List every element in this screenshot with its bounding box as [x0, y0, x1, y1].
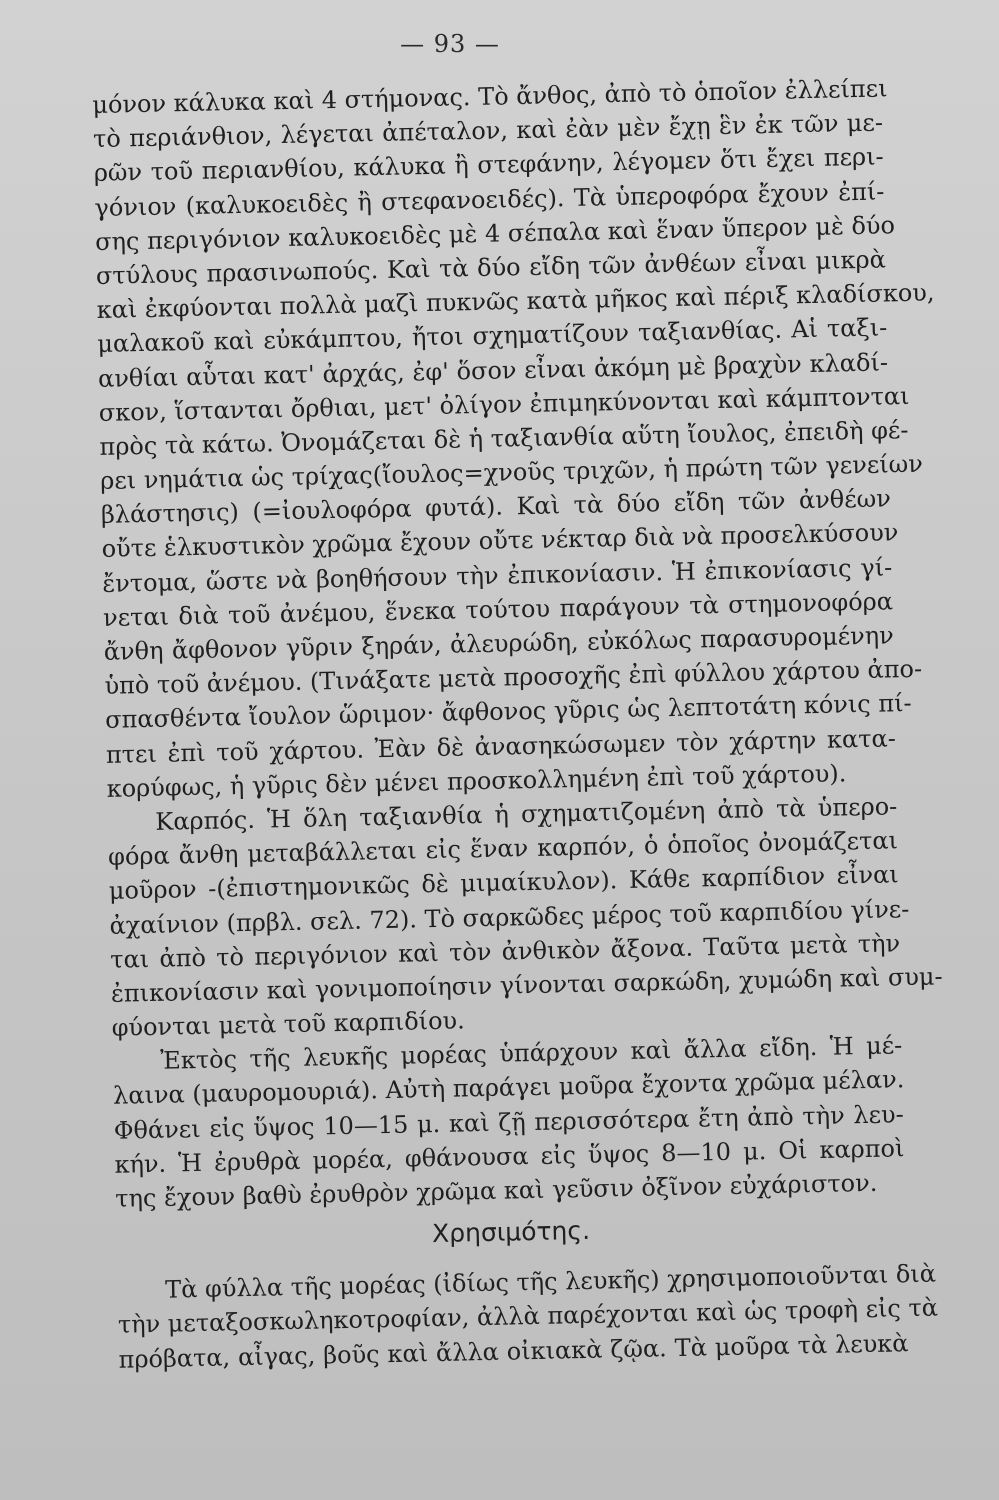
- text-line: ἄνθη ἄφθονον γῦριν ξηράν, ἀλευρώδη, εὐκόλως παρασυρομένην: [103, 621, 894, 666]
- paragraph-4: [117, 1257, 939, 1376]
- text-line: ἐπικονίασιν καὶ γονιμοποίησιν γίνονται σαρκώδη, χυμώδη καὶ συμ-: [110, 962, 943, 1008]
- text-line: τὴν μεταξοσκωληκοτροφίαν, ἀλλὰ παρέχονται καὶ ὡς τροφὴ εἰς τὰ: [117, 1293, 939, 1340]
- text-line: σης περιγόνιον καλυκοειδὲς μὲ 4 σέπαλα καὶ ἕναν ὕπερον μὲ δύο: [94, 210, 896, 256]
- text-line: ανθίαι αὗται κατ' ἀρχάς, ἐφ' ὅσον εἶναι ἀκόμη μὲ βραχὺν κλαδί-: [97, 347, 889, 393]
- section-heading: Χρησιμότης.: [431, 1216, 591, 1249]
- text-line: Ἐκτὸς τῆς λευκῆς μορέας ὑπάρχουν καὶ ἄλλα εἴδη. Ἡ μέ-: [160, 1031, 903, 1076]
- text-body: [92, 71, 943, 1376]
- text-line: σκον, ἵστανται ὄρθιαι, μετ' ὀλίγον ἐπιμηκύνονται καὶ κάμπτονται: [98, 381, 910, 427]
- page-number: — 93 —: [400, 30, 500, 58]
- text-line: φύονται μετὰ τοῦ καρπιδίου.: [111, 1006, 465, 1042]
- text-line: μαλακοῦ καὶ εὐκάμπτου, ἤτοι σχηματίζουν ταξιανθίας. Αἱ ταξι-: [97, 313, 888, 359]
- text-line: πτει ἐπὶ τοῦ χάρτου. Ἐὰν δὲ ἀνασηκώσωμεν τὸν χάρτην κατα-: [105, 723, 897, 769]
- text-line: βλάστησις) (=ἰουλοφόρα φυτά). Καὶ τὰ δύο εἴδη τῶν ἀνθέων: [100, 484, 892, 530]
- text-line: Καρπός. Ἡ ὅλη ταξιανθία ἡ σχηματιζομένη ἀπὸ τὰ ὑπερο-: [155, 792, 898, 836]
- text-line: Τὰ φύλλα τῆς μορέας (ἰδίως τῆς λευκῆς) χρησιμοποιοῦνται διὰ: [164, 1259, 937, 1304]
- text-line: σπασθέντα ἴουλον ὥριμον· ἄφθονος γῦρις ὡς λεπτοτάτη κόνις πί-: [104, 689, 912, 735]
- text-line: ρει νημάτια ὡς τρίχας(ἴουλος=χνοῦς τριχῶν, ἡ πρώτη τῶν γενείων: [99, 449, 924, 495]
- text-line: μοῦρον -(ἐπιστημονικῶς δὲ μιμαίκυλον). Κάθε καρπίδιον εἶναι: [108, 860, 899, 906]
- text-line: της ἔχουν βαθὺ ἐρυθρὸν χρῶμα καὶ γεῦσιν ὀξῖνον εὐχάριστον.: [114, 1168, 878, 1213]
- text-line: ρῶν τοῦ περιανθίου, κάλυκα ἢ στεφάνην, λέγομεν ὅτι ἔχει περι-: [93, 142, 884, 188]
- text-line: ἔντομα, ὥστε νὰ βοηθήσουν τὴν ἐπικονίασιν. Ἡ ἐπικονίασις γί-: [102, 552, 893, 598]
- text-line: γόνιον (καλυκοειδὲς ἢ στεφανοειδές). Τὰ ὑπεροφόρα ἔχουν ἐπί-: [94, 176, 885, 222]
- text-line: οὔτε ἑλκυστικὸν χρῶμα ἔχουν οὔτε νέκταρ διὰ νὰ προσελκύσουν: [101, 518, 899, 564]
- text-line: στύλους πρασινωπούς. Καὶ τὰ δύο εἴδη τῶν ἀνθέων εἶναι μικρὰ: [95, 245, 887, 290]
- paragraph-1: [92, 71, 935, 805]
- text-line: Φθάνει εἰς ὕψος 10—15 μ. καὶ ζῇ περισσότερα ἔτη ἀπὸ τὴν λευ-: [113, 1099, 904, 1145]
- text-line: πρὸς τὰ κάτω. Ὀνομάζεται δὲ ἡ ταξιανθία αὕτη ἴουλος, ἐπειδὴ φέ-: [99, 415, 909, 461]
- text-line: ὑπὸ τοῦ ἀνέμου. (Τινάξατε μετὰ προσοχῆς ἐπὶ φύλλου χάρτου ἀπο-: [104, 654, 923, 701]
- paragraph-2: [107, 789, 943, 1045]
- text-line: μόνον κάλυκα καὶ 4 στήμονας. Τὸ ἄνθος, ἀπὸ τὸ ὁποῖον ἐλλείπει: [92, 74, 888, 119]
- paragraph-3: [112, 1028, 905, 1215]
- text-line: νεται διὰ τοῦ ἀνέμου, ἕνεκα τούτου παράγουν τὰ στημονοφόρα: [102, 587, 894, 632]
- text-line: τὸ περιάνθιον, λέγεται ἀπέταλον, καὶ ἐὰν μὲν ἔχῃ ἓν ἐκ τῶν με-: [92, 108, 884, 154]
- text-line: καὶ ἐκφύονται πολλὰ μαζὶ πυκνῶς κατὰ μῆκος καὶ πέριξ κλαδίσκου,: [96, 278, 935, 325]
- text-line: κήν. Ἡ ἐρυθρὰ μορέα, φθάνουσα εἰς ὕψος 8—10 μ. Οἱ καρποὶ: [114, 1134, 905, 1179]
- text-line: φόρα ἄνθη μεταβάλλεται εἰς ἕναν καρπόν, ὁ ὁποῖος ὀνομάζεται: [107, 826, 899, 871]
- text-line: ται ἀπὸ τὸ περιγόνιον καὶ τὸν ἀνθικὸν ἄξονα. Ταῦτα μετὰ τὴν: [109, 928, 901, 974]
- text-line: κορύφως, ἡ γῦρις δὲν μένει προσκολλημένη ἐπὶ τοῦ χάρτου).: [106, 759, 847, 803]
- text-line: ἀχαίνιον (πρβλ. σελ. 72). Τὸ σαρκῶδες μέρος τοῦ καρπιδίου γίνε-: [109, 894, 910, 940]
- text-line: πρόβατα, αἶγας, βοῦς καὶ ἄλλα οἰκιακὰ ζῷα. Τὰ μοῦρα τὰ λευκὰ: [118, 1328, 909, 1374]
- text-line: λαινα (μαυρομουριά). Αὐτὴ παράγει μοῦρα ἔχοντα χρῶμα μέλαν.: [112, 1065, 905, 1111]
